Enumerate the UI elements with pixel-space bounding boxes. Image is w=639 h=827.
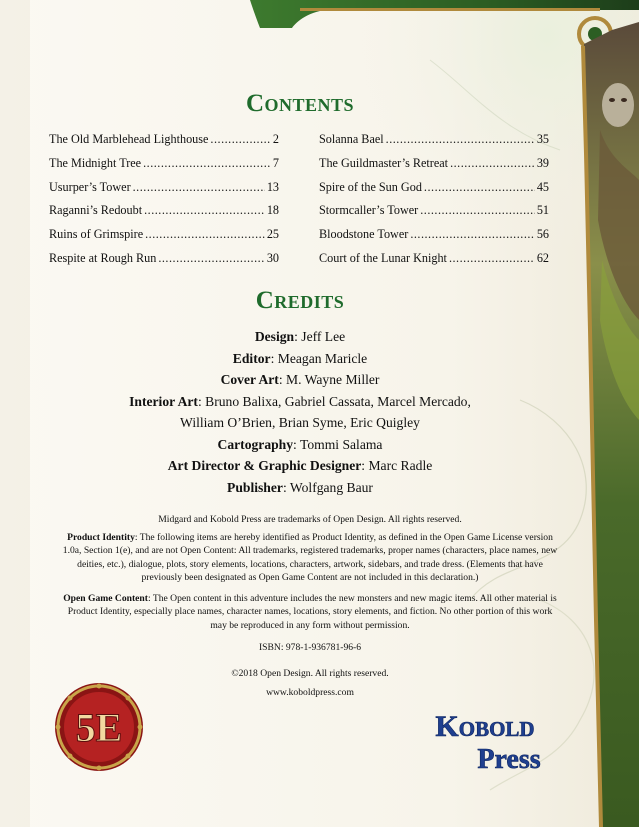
toc-entry-title: Usurper’s Tower [49,179,131,194]
credit-names: M. Wayne Miller [286,372,380,387]
credit-role: Cartography [217,436,294,452]
toc-leader-dots [420,203,535,218]
toc-leader-dots [410,227,535,242]
toc-leader-dots [145,227,265,242]
credit-names: Tommi Salama [299,436,383,452]
toc-entry[interactable] [49,180,279,204]
credit-role: Publisher [227,479,283,495]
toc-entry-page: 30 [266,250,279,265]
toc-entry-page: 56 [536,227,549,242]
toc-entry-title: Raganni’s Redoubt [49,203,143,218]
credit-role: Cover Art [220,372,279,387]
credit-names: Meagan Maricle [277,350,368,366]
lich-head-icon [602,83,634,127]
toc-entry-title: The Midnight Tree [49,155,142,170]
open-game-content-notice [60,592,560,632]
credit-names: Wolfgang Baur [289,479,373,495]
fifth-edition-badge-icon [53,681,145,773]
credit-line: Editor: Meagan Maricle [232,350,368,366]
credits-list [60,326,540,498]
toc-entry[interactable] [49,251,279,275]
copyright-notice: ©2018 Open Design. All rights reserved. [231,668,389,679]
toc-entry[interactable] [319,156,549,180]
open-game-content-text: : The Open content in this adventure includes the new monsters and new magic items. All other material is Product Identity, especially place names, character names, locations, story elements, and fiction. No other portion of this work may be reproduced in any form without permission. [67,593,557,631]
toc-entry-title: Ruins of Grimspire [49,227,144,242]
toc-entry[interactable] [49,132,279,156]
toc-leader-dots [424,180,535,195]
product-identity-text: : The following items are hereby identified as Product Identity, as defined in the Open Game License version 1.0a, Section 1(e), and are not Open Content: All trademarks, registered trademarks, proper names (characters, place names, new deities, etc.), dialogue, plots, story elements, locations, characters, artwork, sidebars, and trade dress. (Elements that have previously been designated as Open Game Content are not included in this declaration.) [62,532,558,583]
toc-entry-title: The Old Marblehead Lighthouse [49,132,209,146]
isbn: ISBN: 978-1-936781-96-6 [258,642,362,653]
fifth-edition-text: 5E [75,705,123,750]
credit-line: Design: Jeff Lee [254,329,346,344]
credit-names: Jeff Lee [301,329,346,344]
logo-text-press: Press [477,744,541,774]
toc-leader-dots [449,251,535,266]
trademark-notice: Midgard and Kobold Press are trademarks of Open Design. All rights reserved. [158,514,462,525]
toc-leader-dots [144,203,265,218]
toc-entry-title: Respite at Rough Run [49,250,157,265]
toc-entry[interactable] [49,227,279,251]
toc-entry-page: 18 [266,203,279,218]
credit-names: Marc Radle [368,458,433,473]
credit-names: William O’Brien, Brian Syme, Eric Quigley [180,415,420,430]
toc-entry-page: 35 [536,132,549,146]
toc-leader-dots [133,180,265,195]
logo-text-kobold: Kobold [435,710,535,743]
toc-entry-page: 7 [272,155,279,170]
toc-left-column [49,132,279,275]
credit-line: Art Director & Graphic Designer: Marc Radle [167,458,433,473]
credit-line: Publisher: Wolfgang Baur [227,479,373,495]
toc-entry-page: 45 [536,179,549,194]
credits-heading: Credits [255,287,345,314]
toc-entry[interactable] [319,180,549,204]
contents-heading: Contents [245,90,355,117]
website-link[interactable]: www.koboldpress.com [266,687,354,698]
credit-names: Bruno Balixa, Gabriel Cassata, Marcel Mercado, [205,393,471,409]
credit-line: Cartography: Tommi Salama [217,436,383,452]
toc-entry-page: 25 [266,227,279,242]
toc-entry-page: 13 [266,179,279,194]
toc-entry-page: 39 [536,155,549,170]
credit-role: Art Director & Graphic Designer [167,458,362,473]
credit-line: Interior Art: Bruno Balixa, Gabriel Cassata, Marcel Mercado, [129,393,471,409]
credit-line: Cover Art: M. Wayne Miller [220,372,380,387]
toc-leader-dots [450,156,535,171]
toc-leader-dots [210,132,270,147]
toc-entry[interactable] [49,156,279,180]
toc-entry-title: Bloodstone Tower [319,227,409,242]
credit-role: Editor [232,350,271,366]
credit-role: Interior Art [129,393,198,409]
toc-entry-page: 2 [272,132,279,146]
toc-right-column [319,132,549,275]
toc-entry[interactable] [319,227,549,251]
top-frame-gold-trim [300,8,600,11]
toc-entry-title: Solanna Bael [319,132,384,146]
toc-entry[interactable] [319,203,549,227]
toc-entry-title: Spire of the Sun God [319,179,422,194]
toc-entry-page: 51 [536,203,549,218]
toc-leader-dots [143,156,271,171]
toc-entry[interactable] [319,251,549,275]
toc-entry-page: 62 [536,250,549,265]
kobold-press-logo-icon [405,706,565,774]
toc-leader-dots [158,251,264,266]
credit-role: Design [254,329,295,344]
toc-entry-title: Court of the Lunar Knight [319,250,447,265]
toc-entry[interactable] [319,132,549,156]
open-game-content-label: Open Game Content [63,593,148,604]
toc-leader-dots [386,132,535,147]
product-identity-notice [60,531,560,584]
product-identity-label: Product Identity [67,532,135,543]
toc-entry-title: The Guildmaster’s Retreat [319,155,449,170]
toc-entry-title: Stormcaller’s Tower [319,203,419,218]
toc-entry[interactable] [49,203,279,227]
credit-line-continued [60,412,540,434]
